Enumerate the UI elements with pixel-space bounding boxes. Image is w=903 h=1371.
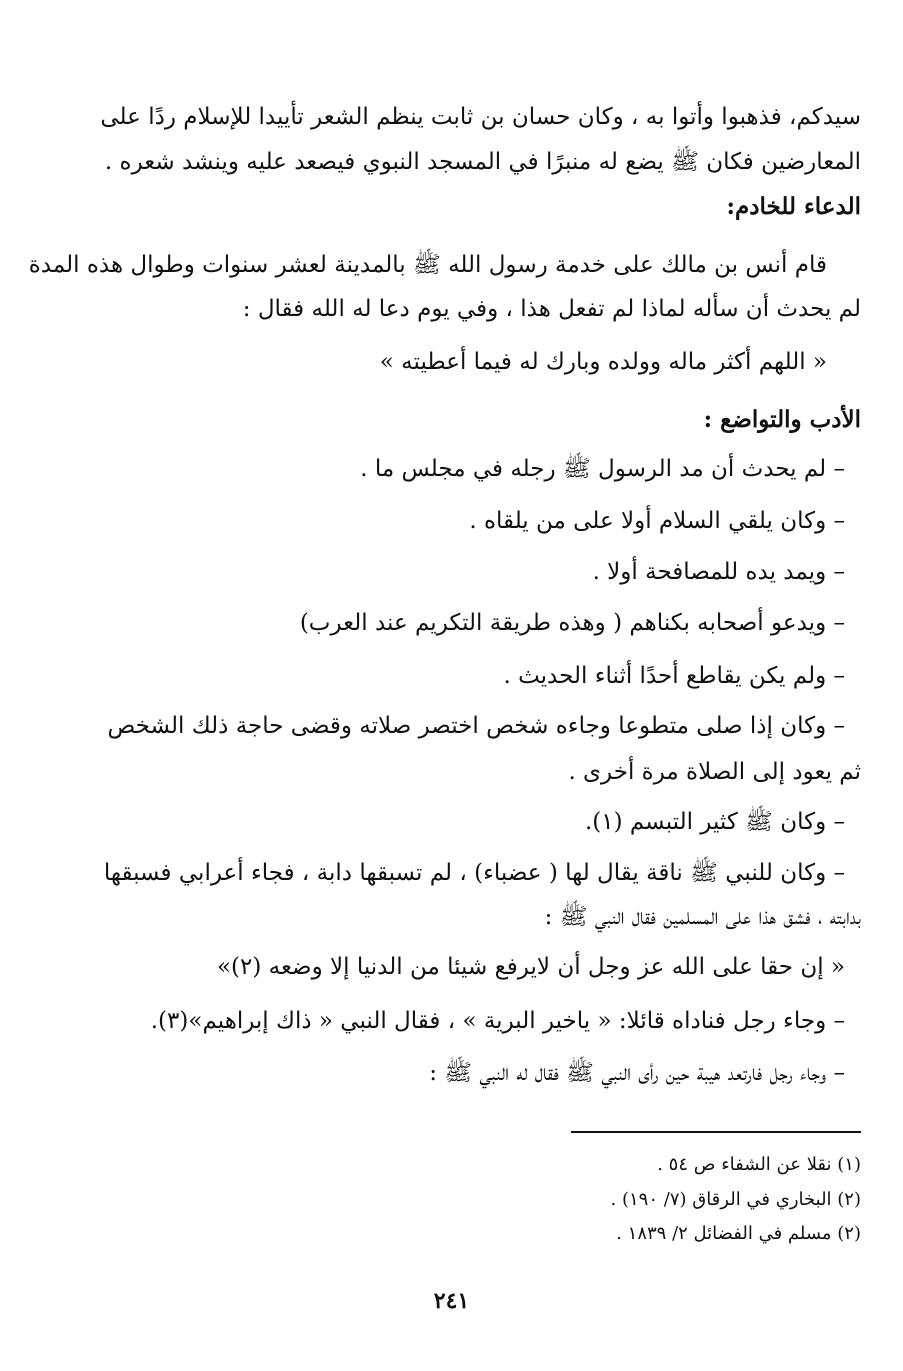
section-heading: الدعاء للخادم: xyxy=(726,193,861,220)
paragraph-line: قام أنس بن مالك على خدمة رسول الله ﷺ بالمدينة لعشر سنوات وطوال هذه المدة xyxy=(28,252,827,278)
footnote: (٢) مسلم في الفضائل ٢/ ١٨٣٩ . xyxy=(616,1223,861,1244)
list-item: – وجاء رجل فناداه قائلا: « ياخير البرية » ، فقال النبي « ذاك إبراهيم»(٣). xyxy=(150,1008,845,1034)
list-item: – وجاء رجل فارتعد هيبة حين رأى النبي ﷺ فقال له النبي ﷺ : xyxy=(429,1060,845,1086)
dua-quote: « اللهم أكثر ماله وولده وبارك له فيما أعطيته » xyxy=(379,349,827,375)
list-item: – وكان للنبي ﷺ ناقة يقال لها ( عضباء) ، لم تسبقها دابة ، فجاء أعرابي فسبقها xyxy=(103,860,845,886)
list-item: – لم يحدث أن مد الرسول ﷺ رجله في مجلس ما . xyxy=(360,456,845,482)
list-item-continuation: بدابته ، فشق هذا على المسلمين فقال النبي ﷺ : xyxy=(544,904,861,930)
footnote: (٢) البخاري في الرقاق (٧/ ١٩٠) . xyxy=(610,1189,861,1210)
paragraph-line: لم يحدث أن سأله لماذا لم تفعل هذا ، وفي يوم دعا له الله فقال : xyxy=(242,296,861,322)
paragraph-line: المعارضين فكان ﷺ يضع له منبرًا في المسجد النبوي فيصعد عليه وينشد شعره . xyxy=(104,149,861,175)
list-item: – ويمد يده للمصافحة أولا . xyxy=(592,559,845,585)
list-item: – وكان ﷺ كثير التبسم (١). xyxy=(584,809,845,835)
list-item: – ولم يكن يقاطع أحدًا أثناء الحديث . xyxy=(503,663,845,689)
footnote: (١) نقلا عن الشفاء ص ٥٤ . xyxy=(657,1154,861,1175)
footnote-divider xyxy=(571,1131,861,1133)
hadith-quote: « إن حقا على الله عز وجل أن لايرفع شيئا من الدنيا إلا وضعه (٢)» xyxy=(216,954,845,980)
page-number: ٢٤١ xyxy=(433,1288,470,1314)
list-item: – وكان يلقي السلام أولا على من يلقاه . xyxy=(469,508,845,534)
list-item: – ويدعو أصحابه بكناهم ( وهذه طريقة التكريم عند العرب) xyxy=(299,610,845,636)
list-item: – وكان إذا صلى متطوعا وجاءه شخص اختصر صلاته وقضى حاجة ذلك الشخص xyxy=(107,713,845,739)
section-heading: الأدب والتواضع : xyxy=(703,406,861,433)
paragraph-line: سيدكم، فذهبوا وأتوا به ، وكان حسان بن ثابت ينظم الشعر تأييدا للإسلام ردًا على xyxy=(100,104,861,130)
list-item-continuation: ثم يعود إلى الصلاة مرة أخرى . xyxy=(568,759,861,785)
